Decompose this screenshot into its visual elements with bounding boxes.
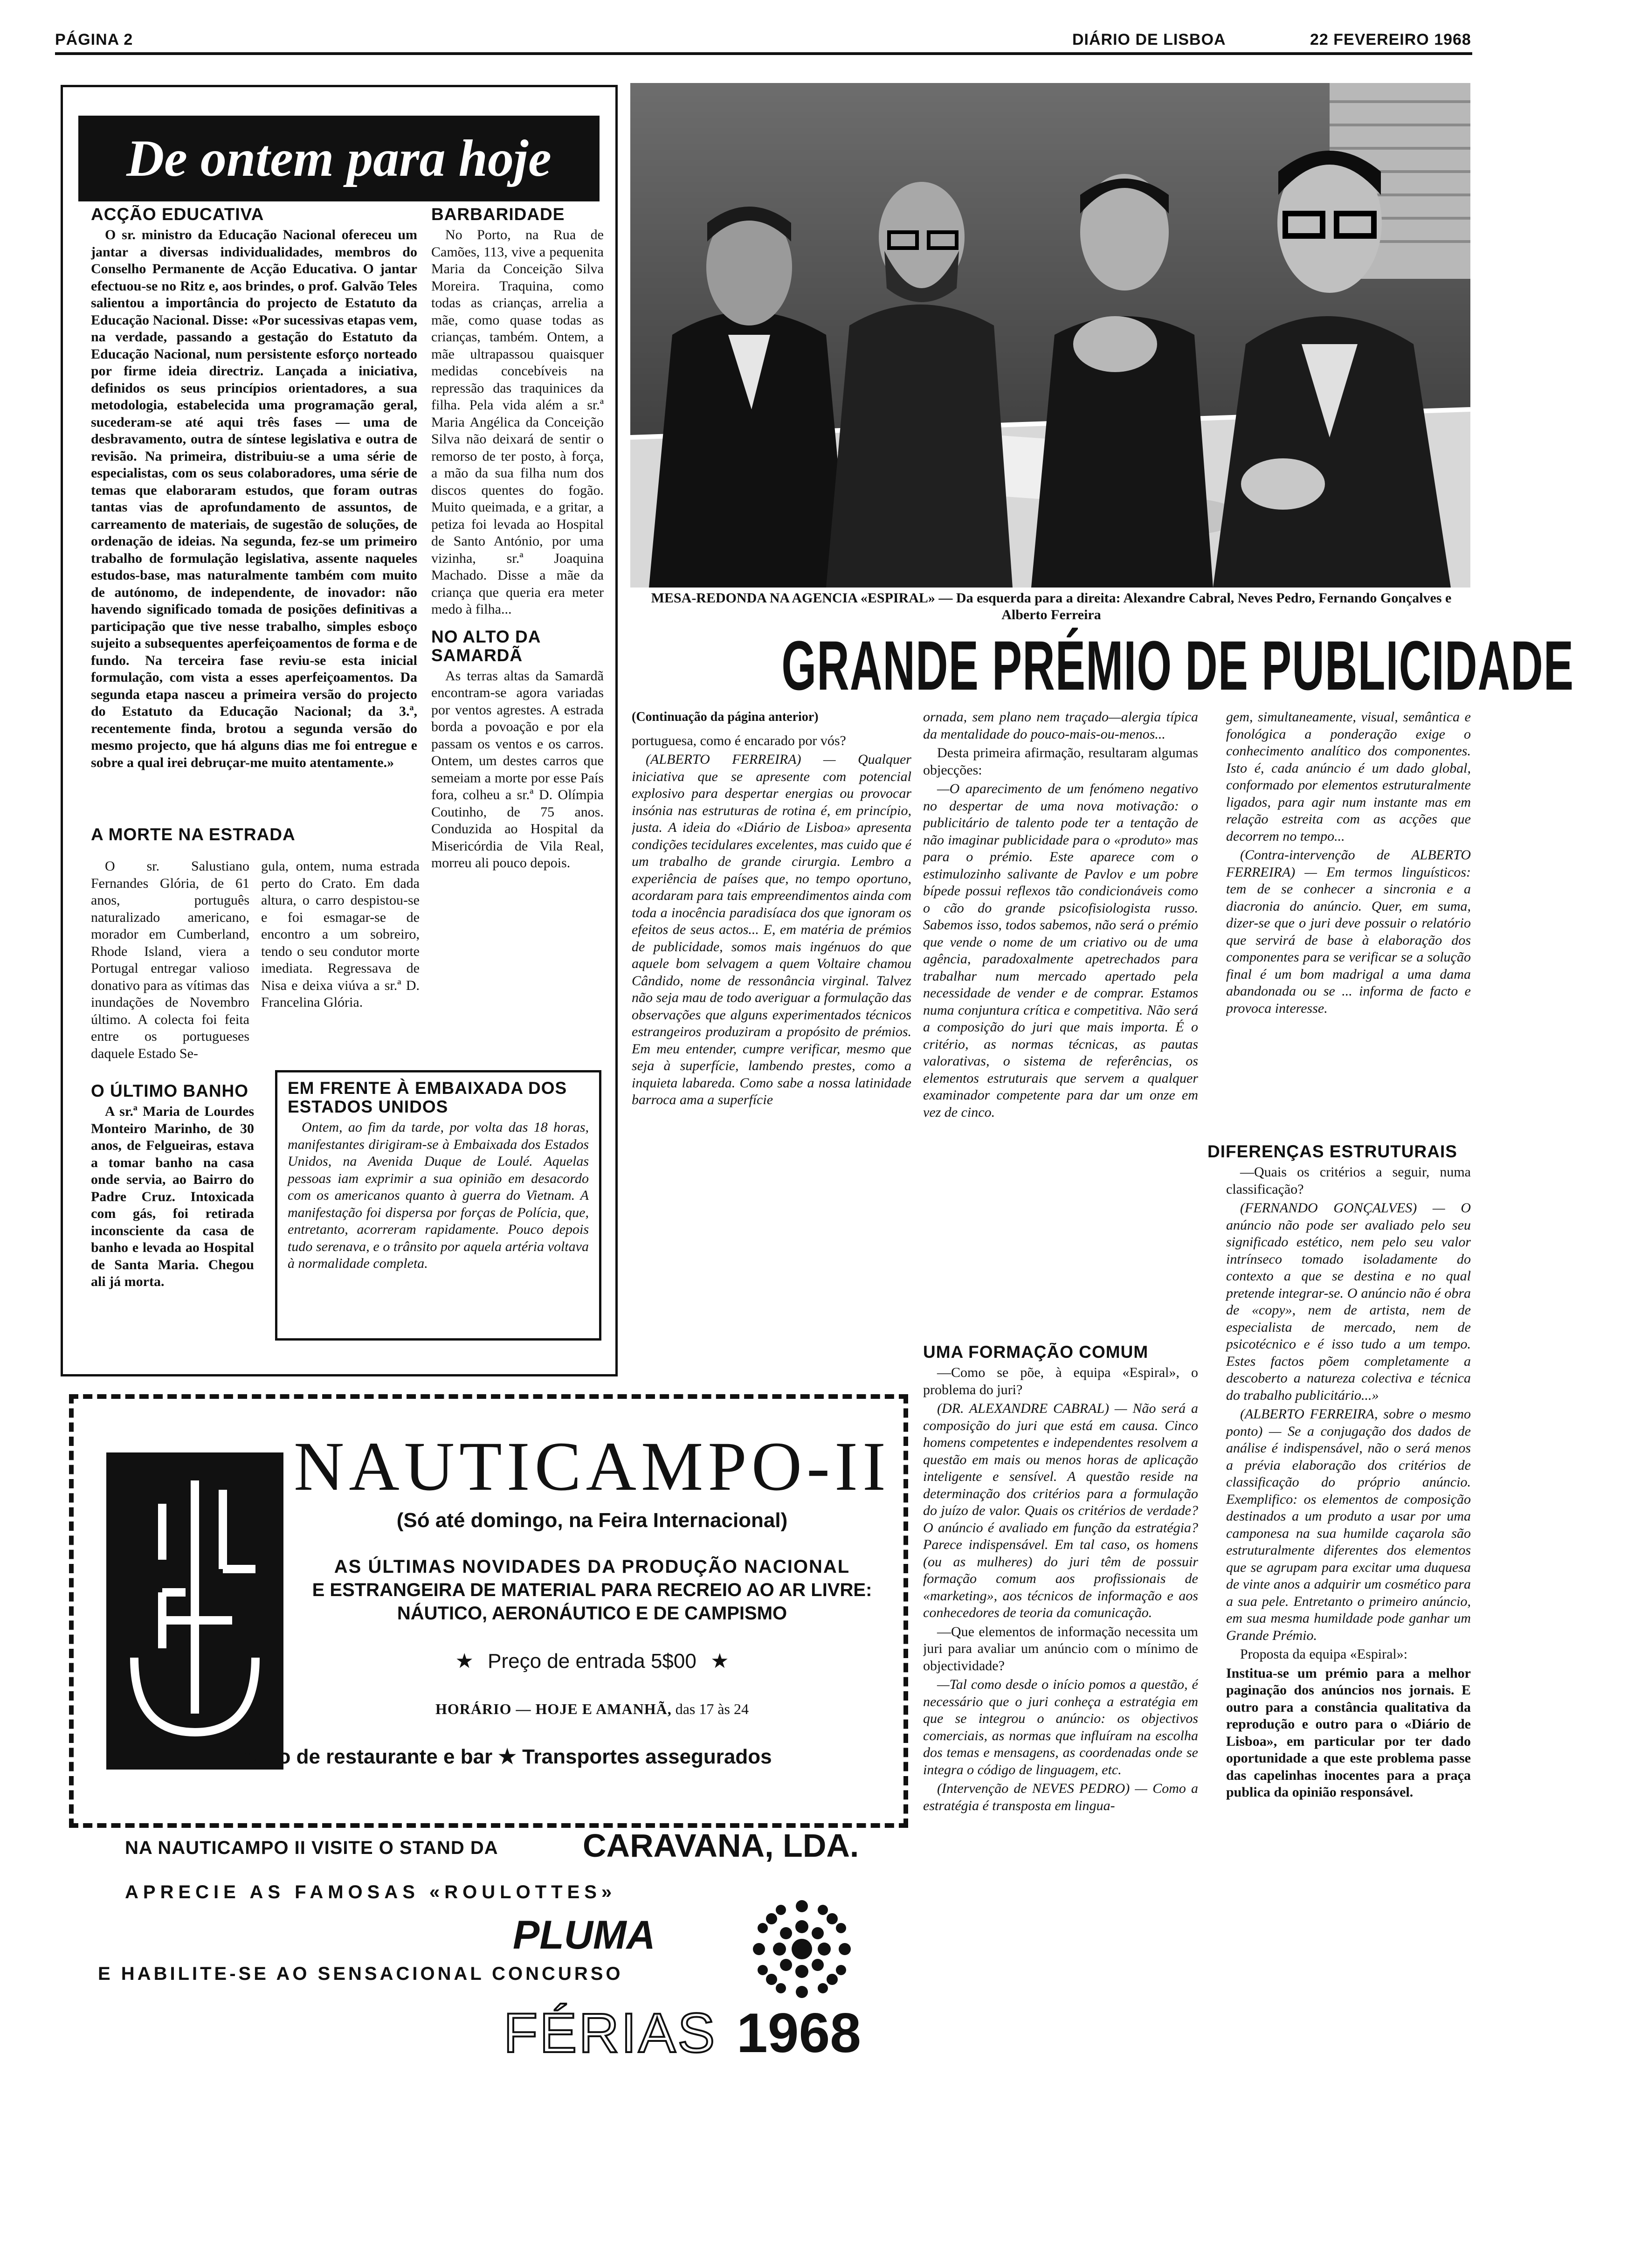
ontem-col-educativa (91, 205, 417, 821)
premio-col1-p2: (ALBERTO FERREIRA) — Qualquer iniciativa que se apresente com potencial explosivo para despertar energias ou provocar insónia nas estruturas de rotina é, em princípio, justa. A ideia do «Diário de Lisboa» apresenta condições tecidulares excelentes, mas cuido que é um trabalho de grande cirurgia. Lembro a experiência de países que, no tempo oportuno, acordaram para tais empreendimentos ainda com toda a inocência paradisíaca dos que ignoram os efeitos de seus actos... E, em matéria de prémios de publicidade, somos mais ingénuos do que aquele bom selvagem a quem Voltaire chamou Cândido, nome de ressonância virginal. Talvez não seja mau de todo averiguar a formulação das observações que alguns experimentados técnicos estrangeiros produziram a propósito de prémios. Em meu entender, cumpre verificar, mesmo que seja à superfície, lambendo prestes, como a inquieta labareda. Como sabe a nossa latinidade barroca ama a superfície (632, 752, 911, 1107)
formacao-p2: (DR. ALEXANDRE CABRAL) — Não será a composição do juri que está em causa. Cinco homens competentes e independentes resolvem a questão em mais ou menos horas de aplicação inteligente e sensível. A questão reside na determinação dos critérios para a formulação do juízo de valor. Quais os critérios de verdade? O anúncio é avaliado em função da estratégia? Parece indispensável. Em tal caso, os homens (ou as mulheres) do juri têm de possuir formação comum aos profissionais de «marketing», aos técnicos de informação e aos conhecedores de teoria da comunicação. (923, 1401, 1198, 1620)
star-icon: ★ (455, 1650, 474, 1673)
nauticampo-hours-row (294, 1700, 890, 1718)
caravana-line1: NA NAUTICAMPO II VISITE O STAND DA (125, 1838, 498, 1858)
premio-col2 (923, 709, 1198, 1348)
samarda-text: As terras altas da Samardã encontram-se agora variadas por ventos agrestes. A estrada borda a povoação e por ela passam os ventos e os carros. Ontem, um destes carros que semeiam a morte por esse País fora, colheu a sr.ª D. Olímpia Coutinho, de 75 anos. Conduzida ao Hospital da Misericórdia de Vila Real, morreu ali pouco depois. (431, 668, 604, 871)
ferias-year: 1968 (737, 2002, 861, 2064)
formacao-col (923, 1343, 1198, 2098)
morte-col1 (91, 858, 249, 1077)
diferencas-proposal: Institua-se um prémio para a melhor paginação dos anúncios nos jornais. E outro para a constância qualitativa da reprodução e outro para o «Diário de Lisboa», em particular por ter dado oportunidade a que este problema passe das capelinhas inocentes para a praça publica da opinião responsável. (1226, 1665, 1471, 1800)
embaixada-heading: EM FRENTE À EMBAIXADA DOS ESTADOS UNIDOS (288, 1079, 567, 1116)
premio-col2-p3: —O aparecimento de um fenómeno negativo no despertar de uma nova motivação: o publicitário de talento pode ter a tentação de não imaginar publicidade para o «produto» mas para o prémio. Este aparece com o estimulozinho salivante de Pavlov e um pobre bípede possui reflexos tão condicionáveis como o cão do grande psicofisiologista russo. Sabemos isso, todos sabemos, não será o prémio que vende o nome de um criativo ou de uma agência, paradoxalmente apetrechados para trabalhar num mercado apertado pela necessidade de vender e de comprar. Estamos numa conjuntura crítica e competitiva. Não será a composição do juri que mais importa. É o critério, as normas técnicas, as pautas valorativas, o sistema de referências, os elementos estruturais que servem a qualquer examinador competente para dar um onze em vez de cinco. (923, 781, 1198, 1120)
morte-text-2: gula, ontem, numa estrada perto do Crato. Em dada altura, o carro despistou-se e foi esmagar-se de encontro a um sobreiro, tendo o seu condutor morte imediata. Regressava de Nisa e deixa viúva a sr.ª D. Francelina Glória. (261, 858, 420, 1010)
premio-col4 (1226, 709, 1471, 1142)
diferencas-p1: —Quais os critérios a seguir, numa classificação? (1226, 1164, 1471, 1197)
premio-continuation: (Continuação da página anterior) (632, 710, 819, 724)
caravana-line2: APRECIE AS FAMOSAS «ROULOTTES» (125, 1882, 617, 1902)
premio-col4-p1: gem, simultaneamente, visual, semântica e fonológica a ponderação exige o conhecimento analítico dos componentes. Isto é, cada anúncio é um dado global, conformado por elementos estruturalmente ligados, para agir num instante mas em relação estreita com as acções que decorrem no tempo... (1226, 709, 1471, 844)
issue-date: 22 FEVEREIRO 1968 (1310, 31, 1471, 48)
page-number: PÁGINA 2 (55, 31, 133, 48)
formacao-p1: —Como se põe, à equipa «Espiral», o problema do juri? (923, 1365, 1198, 1397)
formacao-p5: (Intervenção de NEVES PEDRO) — Como a estratégia é transposta em lingua- (923, 1781, 1198, 1813)
pluma-logo: PLUMA (513, 1913, 655, 1957)
ferias-logo: FÉRIAS (503, 2002, 717, 2064)
caravana-line3: E HABILITE-SE AO SENSACIONAL CONCURSO (98, 1964, 623, 1984)
diferencas-p4: Proposta da equipa «Espiral»: (1240, 1646, 1408, 1662)
educativa-heading: ACÇÃO EDUCATIVA (91, 205, 264, 224)
morte-text-1: O sr. Salustiano Fernandes Glória, de 61 anos, português naturalizado americano, morador em Cumberland, Rhode Island, viera a Portugal entregar valioso donativo para as vítimas das inundações de Novembro último. A colecta foi feita entre os portugueses daquele Estado Se- (91, 858, 249, 1061)
embaixada-text: Ontem, ao fim da tarde, por volta das 18 horas, manifestantes dirigiram-se à Embaixada dos Estados Unidos, na Avenida Duque de Loulé. Aquelas pessoas iam exprimir a sua opinião em desacordo com os americanos quanto à guerra do Vietnam. A manifestação foi dispersa por forças de Polícia, que, entretanto, acorreram rapidamente. Pouco depois tudo serenava, e o trânsito por aquela artéria voltava à normalidade completa. (288, 1120, 589, 1271)
nauticampo-hours-label: HORÁRIO — HOJE E AMANHÃ, (435, 1701, 672, 1717)
morte-heading-box (91, 825, 417, 853)
premio-col1-p1: portuguesa, como é encarado por vós? (632, 733, 846, 748)
samarda-heading: NO ALTO DA SAMARDÃ (431, 627, 541, 665)
photo-caption: MESA-REDONDA NA AGENCIA «ESPIRAL» — Da esquerda para a direita: Alexandre Cabral, Neves Pedro, Fernando Gonçalves e Alberto Ferreira (651, 590, 1452, 622)
star-icon: ★ (710, 1650, 729, 1673)
caravana-brand: CARAVANA, LDA. (583, 1827, 859, 1864)
formacao-p4: —Tal como desde o início pomos a questão, é necessário que o juri conheça a estratégia em que se integrou o anúncio: os objectivos comerciais, as normas que influíram na escolha dos temas e mensagens, as coordenadas onde se integra o código de linguagem, etc. (923, 1677, 1198, 1777)
premio-col4-p2: (Contra-intervenção de ALBERTO FERREIRA) — Em termos linguísticos: tem de se conhecer a sincronia e a diacronia do anúncio. Quer, em suma, dizer-se que o juri deve possuir o relatório que servirá de base à elaboração dos componentes para se verificar se a solução final é um bom madrigal a uma dama abandonada ou se ... informa de facto e provoca interesse. (1226, 847, 1471, 1016)
premio-col2-p1: ornada, sem plano nem traçado—alergia típica da mentalidade do pouco-mais-ou-menos... (923, 709, 1198, 742)
sun-icon (746, 1893, 858, 2005)
embaixada-box (275, 1070, 601, 1341)
masthead-rule (55, 52, 1472, 55)
nauticampo-hours: das 17 às 24 (675, 1701, 749, 1717)
nauticampo-subtitle: (Só até domingo, na Feira Internacional) (396, 1509, 788, 1532)
nauticampo-title: NAUTICAMPO-II (294, 1428, 890, 1505)
nauticampo-line1: AS ÚLTIMAS NOVIDADES DA PRODUÇÃO NACIONAL (334, 1556, 850, 1577)
newspaper-name: DIÁRIO DE LISBOA (1072, 31, 1226, 48)
formacao-p3: —Que elementos de informação necessita um juri para avaliar um anúncio com o mínimo de objectividade? (923, 1624, 1198, 1673)
ontem-banner-title: De ontem para hoje (126, 130, 552, 187)
roundtable-photo (630, 83, 1470, 588)
nauticampo-price: Preço de entrada 5$00 (488, 1650, 696, 1673)
barbaridade-text: No Porto, na Rua de Camões, 113, vive a pequenita Maria da Conceição Silva Moreira. Traquina, como todas as crianças, arrelia a mãe, como quase todas as crianças, também. Ontem, a mãe ultrapassou quaisquer medidas concebíveis na repressão das traquinices da filha. Pela vida além a sr.ª Maria Angélica da Conceição Silva não deixará de sentir o remorso de ter posto, à força, a mão da sua filha num dos discos quentes do fogão. Muito queimada, e a gritar, a petiza foi levada ao Hospital de Santo António, por uma vizinha, sr.ª Joaquina Machado. Disse a mãe da criança que queria era meter medo à filha... (431, 227, 604, 617)
nauticampo-price-row (294, 1648, 890, 1674)
premio-headline: GRANDE PRÉMIO DE PUBLICIDADE (781, 626, 1574, 705)
ontem-col-barbaridade (431, 205, 604, 1049)
diferencas-heading: DIFERENÇAS ESTRUTURAIS (1207, 1142, 1457, 1161)
formacao-heading: UMA FORMAÇÃO COMUM (923, 1343, 1149, 1362)
nauticampo-line2: E ESTRANGEIRA DE MATERIAL PARA RECREIO AO AR LIVRE: (312, 1580, 872, 1600)
photo-illustration (630, 83, 1470, 588)
fil-emblem-icon (106, 1452, 283, 1770)
morte-heading: A MORTE NA ESTRADA (91, 825, 296, 844)
diferencas-p2: (FERNANDO GONÇALVES) — O anúncio não pode ser avaliado pelo seu significado estético, nem pelo seu valor intrínseco tomado isoladamente do contexto a que se destina e no qual pretende integrar-se. O anúncio não é obra de «copy», nem de artista, nem de especialista de mercado, nem de psicotécnico e é isso tudo a um tempo. Estes factos põem completamente a descoberto a natureza colectiva e técnica do trabalho publicitário...» (1226, 1200, 1471, 1403)
morte-col2 (261, 858, 420, 1077)
ontem-col-banho (91, 1082, 254, 1371)
premio-col2-p2: Desta primeira afirmação, resultaram algumas objecções: (923, 745, 1198, 778)
ontem-banner (78, 116, 600, 201)
banho-text: A sr.ª Maria de Lourdes Monteiro Marinho, de 30 anos, de Felgueiras, estava a tomar banho na casa onde servia, ao Bairro do Padre Cruz. Intoxicada com gás, foi retirada inconsciente da casa de banho e levada ao Hospital de Santa Maria. Chegou ali já morta. (91, 1104, 254, 1289)
banho-heading: O ÚLTIMO BANHO (91, 1082, 249, 1100)
nauticampo-services: Serviço de restaurante e bar ★ Transportes assegurados (216, 1745, 772, 1768)
diferencas-p3: (ALBERTO FERREIRA, sobre o mesmo ponto) — Se a conjugação dos dados de análise é indispensável, não o será menos a prévia elaboração dos critérios de classificação do próprio anúncio. Exemplifico: os elementos de composição destinados a um produto a usar por uma camponesa na sua humilde caçarola são estruturalmente diferentes dos elementos que se agrupam para excitar uma duquesa de vinte anos a adquirir um cosmético para a sua pele. Entretanto o primeiro anúncio, em sua mesma humildade pode ganhar um Grande Prémio. (1226, 1406, 1471, 1643)
educativa-text: O sr. ministro da Educação Nacional ofereceu um jantar a diversas individualidades, membros do Conselho Permanente de Acção Educativa. O jantar efectuou-se no Ritz e, aos brindes, o prof. Galvão Teles salientou a importância do projecto de Estatuto da Educação Nacional. Disse: «Por sucessivas etapas vem, na verdade, passando a gestação do Estatuto da Educação Nacional, num persistente esforço norteado por firme ideia directriz. Lançada a iniciativa, definidos os seus princípios orientadores, a sua metodologia, estabelecida uma programação geral, sucederam-se até aqui três fases — uma de desbravamento, outra de síntese legislativa e outra de revisão. Na primeira, distribuiu-se a uma série de especialistas, com os seus colaboradores, uma série de temas que elaboraram estudos, que foram outras tantas vias de aprofundamento de assuntos, de carreamento de materiais, de sugestão de soluções, de ordenação de ideias. Na segunda, fez-se um primeiro trabalho de formulação legislativa, assente naqueles estudos-base, mas naturalmente também com muito de autónomo, de independente, de inovador: não havendo significado tomada de posições definitivas a participação que tive nesse trabalho, simples esboço sujeito a subsequentes aperfeiçoamentos de forma e de fundo. Na terceira fase reviu-se esta inicial formulação, com vista a esses aperfeiçoamentos. Da segunda etapa nasceu a primeira versão do projecto do Estatuto da Educação Nacional; da 3.ª, recentemente finda, brotou a segunda versão do mesmo projecto, que há alguns dias me foi entregue e sobre a qual irei debruçar-me muito atentamente.» (91, 227, 417, 770)
nauticampo-line3: NÁUTICO, AERONÁUTICO E DE CAMPISMO (397, 1603, 787, 1624)
diferencas-col (1207, 1142, 1471, 2122)
barbaridade-heading: BARBARIDADE (431, 205, 565, 224)
premio-col1 (632, 709, 911, 1394)
nauticampo-logo (106, 1452, 283, 1770)
